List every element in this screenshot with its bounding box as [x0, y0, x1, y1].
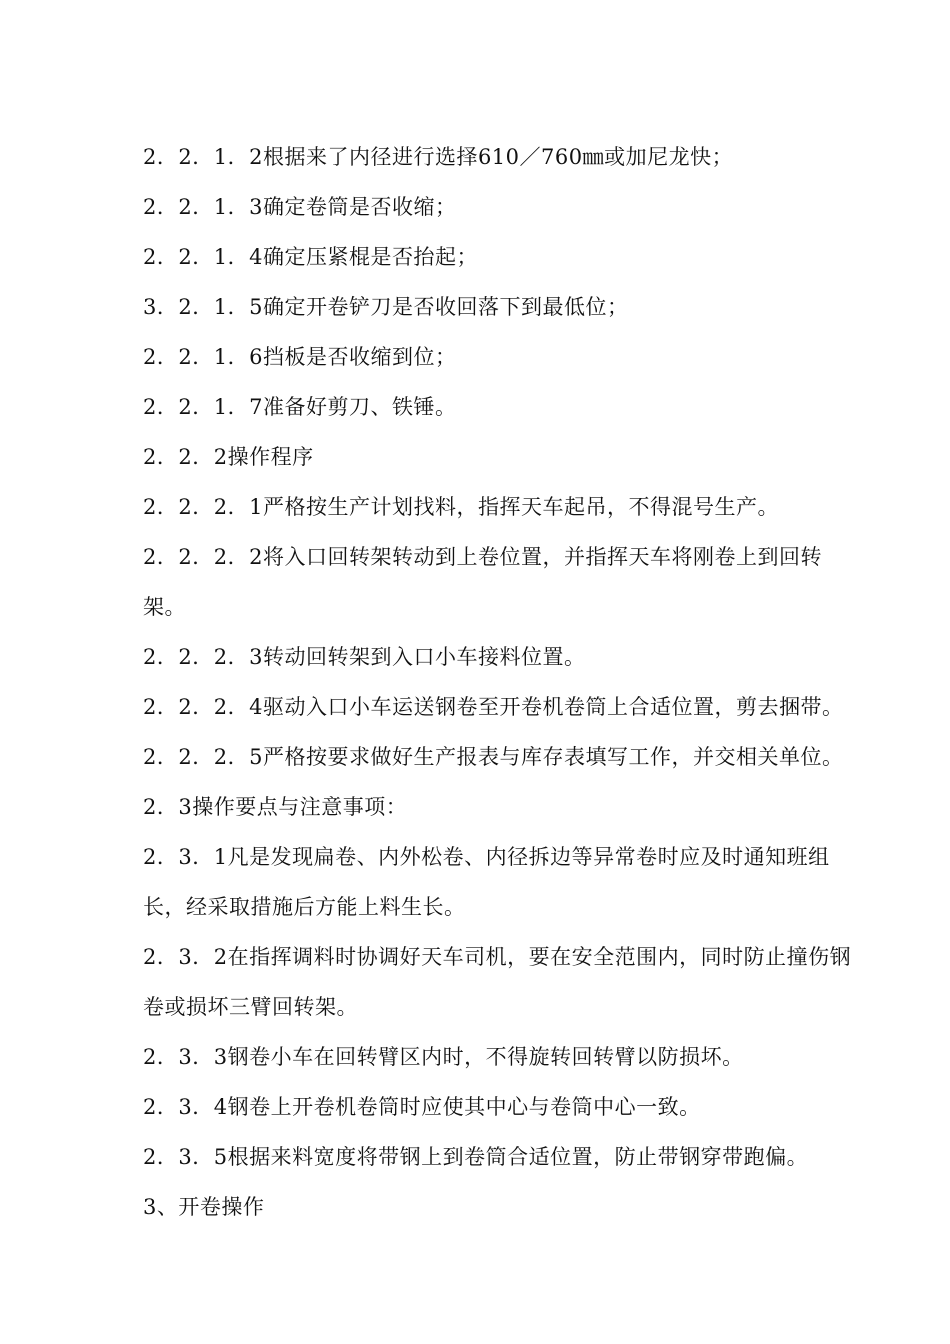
paragraph-2-2-2-1: 2．2．2．1严格按生产计划找料，指挥天车起吊，不得混号生产。	[143, 495, 779, 519]
paragraph-2-3-3: 2．3．3钢卷小车在回转臂区内时，不得旋转回转臂以防损坏。	[143, 1045, 744, 1069]
paragraph-2-2-1-6: 2．2．1．6挡板是否收缩到位；	[143, 345, 457, 369]
section-heading-2-3: 2．3操作要点与注意事项：	[143, 795, 408, 819]
paragraph-3-2-1-5: 3．2．1．5确定开卷铲刀是否收回落下到最低位；	[143, 295, 629, 319]
paragraph-2-3-4: 2．3．4钢卷上开卷机卷筒时应使其中心与卷筒中心一致。	[143, 1095, 701, 1119]
section-heading-3: 3、开卷操作	[143, 1195, 265, 1219]
paragraph-2-2-1-4: 2．2．1．4确定压紧棍是否抬起；	[143, 245, 478, 269]
paragraph-2-2-2-2: 2．2．2．2将入口回转架转动到上卷位置，并指挥天车将刚卷上到回转架。	[143, 545, 822, 619]
paragraph-2-3-1: 2．3．1凡是发现扁卷、内外松卷、内径拆边等异常卷时应及时通知班组长，经采取措施后方能上料生长。	[143, 845, 830, 919]
paragraph-2-2-1-7: 2．2．1．7准备好剪刀、铁锤。	[143, 395, 457, 419]
paragraph-2-2-2-3: 2．2．2．3转动回转架到入口小车接料位置。	[143, 645, 586, 669]
document-body	[143, 132, 863, 1232]
section-heading-2-2-2: 2．2．2操作程序	[143, 445, 314, 469]
paragraph-2-2-1-3: 2．2．1．3确定卷筒是否收缩；	[143, 195, 457, 219]
paragraph-2-2-1-2: 2．2．1．2根据来了内径进行选择610／760㎜或加尼龙快；	[143, 145, 734, 169]
paragraph-2-3-5: 2．3．5根据来料宽度将带钢上到卷筒合适位置，防止带钢穿带跑偏。	[143, 1145, 809, 1169]
paragraph-2-2-2-5: 2．2．2．5严格按要求做好生产报表与库存表填写工作，并交相关单位。	[143, 745, 844, 769]
paragraph-2-3-2: 2．3．2在指挥调料时协调好天车司机，要在安全范围内，同时防止撞伤钢卷或损坏三臂回转架。	[143, 945, 852, 1019]
paragraph-2-2-2-4: 2．2．2．4驱动入口小车运送钢卷至开卷机卷筒上合适位置，剪去捆带。	[143, 695, 844, 719]
